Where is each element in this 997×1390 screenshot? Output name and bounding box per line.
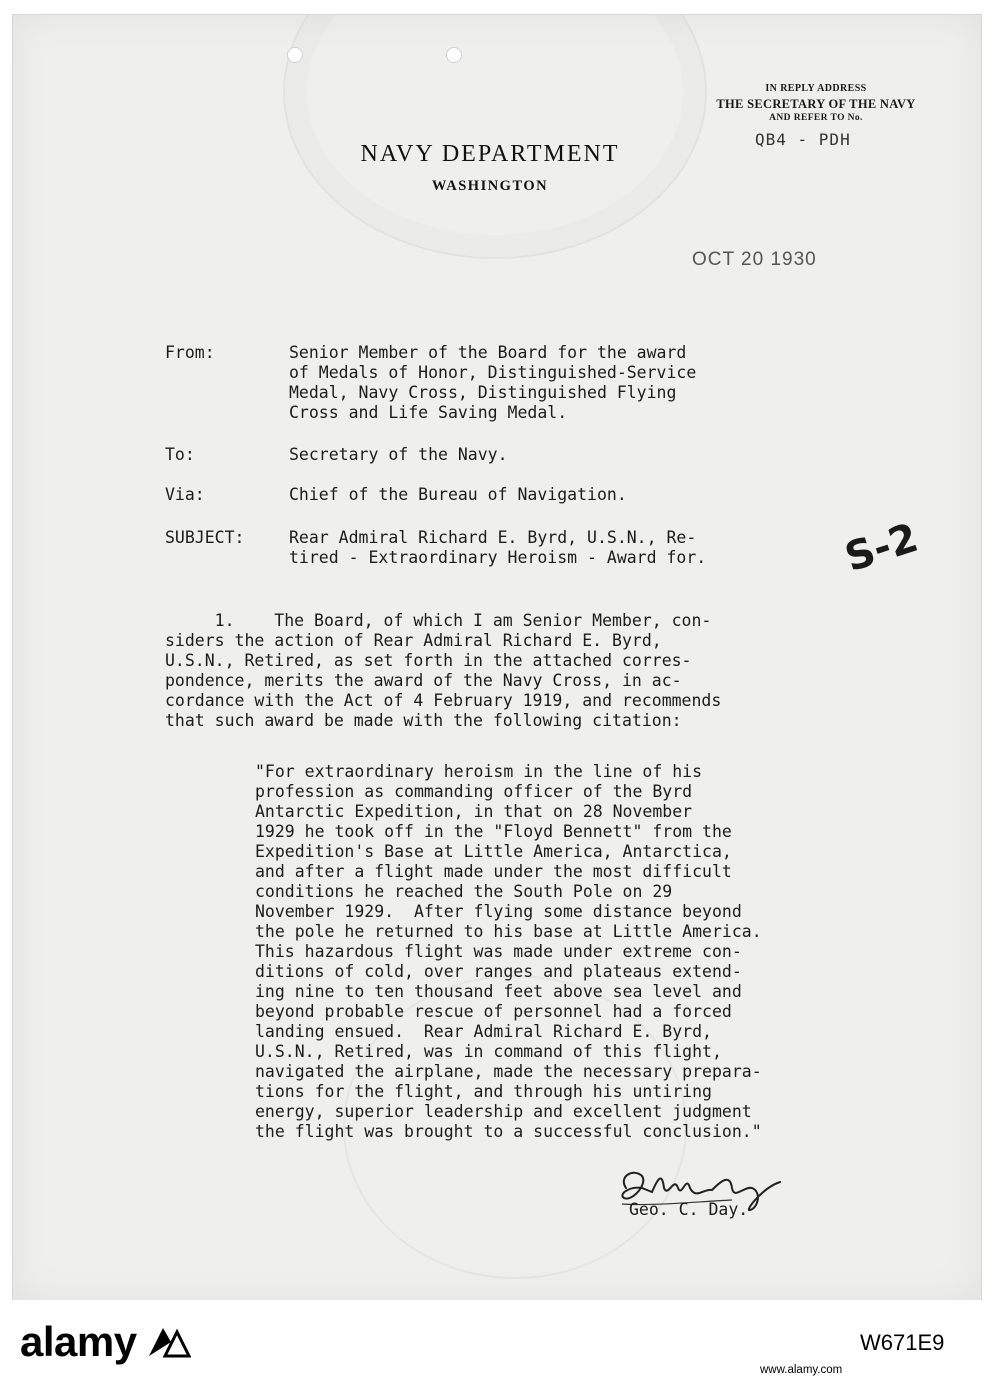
embossed-seal (283, 14, 707, 259)
from-line: Cross and Life Saving Medal. (289, 403, 568, 422)
citation-line: conditions he reached the South Pole on 29 (255, 882, 673, 901)
letterhead (250, 141, 730, 195)
from-label: From: (165, 343, 215, 362)
date-stamp: OCT 20 1930 (692, 249, 817, 270)
to-value: Secretary of the Navy. (289, 445, 508, 464)
citation-line: tions for the flight, and through his untiring (255, 1082, 712, 1101)
paragraph-line: siders the action of Rear Admiral Richard E. Byrd, (165, 631, 662, 650)
reply-line-1: IN REPLY ADDRESS (765, 83, 867, 94)
reference-number: QB4 - PDH (755, 130, 851, 149)
paragraph-line: pondence, merits the award of the Navy Cross, in ac- (165, 671, 682, 690)
subject-line: tired - Extraordinary Heroism - Award for. (289, 548, 707, 567)
citation-block (255, 762, 762, 1142)
from-value (289, 343, 696, 423)
citation-line: the pole he returned to his base at Little America. (255, 922, 762, 941)
citation-line: November 1929. After flying some distance beyond (255, 902, 742, 921)
citation-line: energy, superior leadership and excellent judgment (255, 1102, 752, 1121)
from-line: of Medals of Honor, Distinguished-Service (289, 363, 697, 382)
citation-line: Expedition's Base at Little America, Antarctica, (255, 842, 732, 861)
paragraph-line: cordance with the Act of 4 February 1919, and recommends (165, 691, 722, 710)
paragraph-line: 1. The Board, of which I am Senior Member, con- (165, 611, 712, 630)
citation-line: profession as commanding officer of the Byrd (255, 782, 693, 801)
department-city: WASHINGTON (431, 178, 549, 194)
subject-line: Rear Admiral Richard E. Byrd, U.S.N., Re- (289, 528, 697, 547)
to-label: To: (165, 445, 195, 464)
citation-line: U.S.N., Retired, was in command of this flight, (255, 1042, 722, 1061)
citation-line: navigated the airplane, made the necessary prepara- (255, 1062, 762, 1081)
reply-address-block (700, 83, 932, 123)
citation-line: Antarctic Expedition, in that on 28 November (255, 802, 693, 821)
site-url[interactable]: www.alamy.com (760, 1364, 843, 1376)
brand-text: alamy (20, 1318, 137, 1365)
citation-line: the flight was brought to a successful conclusion." (255, 1122, 762, 1141)
subject-value (289, 528, 706, 568)
from-line: Medal, Navy Cross, Distinguished Flying (289, 383, 677, 402)
punch-hole (446, 47, 462, 63)
signer-name: Geo. C. Day. (629, 1200, 749, 1219)
paragraph-line: U.S.N., Retired, as set forth in the attached corres- (165, 651, 692, 670)
citation-line: ing nine to ten thousand feet above sea level and (255, 982, 742, 1001)
from-line: Senior Member of the Board for the award (289, 343, 687, 362)
via-value: Chief of the Bureau of Navigation. (289, 485, 627, 504)
citation-line: "For extraordinary heroism in the line of his (255, 762, 703, 781)
subject-label: SUBJECT: (165, 528, 245, 547)
reply-line-2: THE SECRETARY OF THE NAVY (716, 97, 916, 111)
citation-line: and after a flight made under the most difficult (255, 862, 732, 881)
watermark-brand (20, 1318, 191, 1366)
citation-line: landing ensued. Rear Admiral Richard E. Byrd, (255, 1022, 712, 1041)
citation-line: beyond probable rescue of personnel had a forced (255, 1002, 732, 1021)
body-paragraph (165, 611, 721, 731)
brand-logo-icon (147, 1322, 191, 1358)
paragraph-line: that such award be made with the following citation: (165, 711, 682, 730)
handwritten-mark: S-2 (839, 514, 924, 582)
citation-line: 1929 he took off in the "Floyd Bennett" from the (255, 822, 732, 841)
image-id: W671E9 (860, 1330, 945, 1355)
reply-line-3: AND REFER TO No. (769, 113, 863, 123)
via-label: Via: (165, 485, 205, 504)
punch-hole (287, 47, 303, 63)
department-title: NAVY DEPARTMENT (360, 141, 620, 167)
citation-line: This hazardous flight was made under extreme con- (255, 942, 742, 961)
citation-line: ditions of cold, over ranges and plateaus extend- (255, 962, 742, 981)
